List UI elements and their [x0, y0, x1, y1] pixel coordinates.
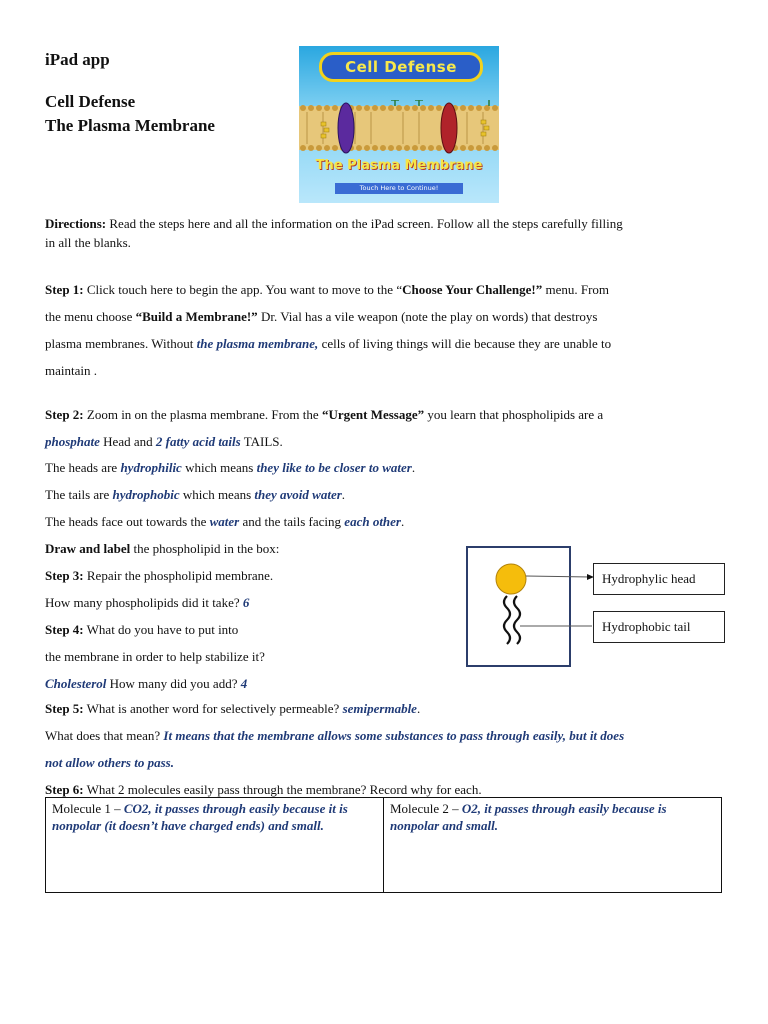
step5-answer2: It means that the membrane allows some substances to pass through easily, but it does — [163, 728, 625, 743]
step2-answer-tails: 2 fatty acid tails — [155, 434, 241, 449]
page-subtitle: The Plasma Membrane — [45, 116, 215, 135]
molecule-1-label: Molecule 1 – — [52, 801, 124, 816]
step1-text: Click touch here to begin the app. You want to move to the “ — [83, 282, 403, 297]
step1-line1 — [45, 282, 609, 298]
step3-line2 — [45, 595, 249, 611]
molecule-2-cell — [384, 798, 722, 893]
draw-text: the phospholipid in the box: — [130, 541, 280, 556]
step6-line — [45, 782, 482, 798]
step1-text4: plasma membranes. Without — [45, 336, 197, 351]
step4-question: How many did you add? — [106, 676, 241, 691]
step4-text2: the membrane in order to help stabilize it? — [45, 649, 265, 664]
step2-line2 — [45, 434, 283, 450]
step4-line2 — [45, 649, 265, 665]
face-text2: and the tails facing — [239, 514, 345, 529]
face-text: The heads face out towards the — [45, 514, 210, 529]
step2-answer-head: phosphate — [45, 434, 100, 449]
step5-line3 — [45, 755, 174, 771]
step1-text2: the menu choose — [45, 309, 136, 324]
step3-label: Step 3: — [45, 568, 84, 583]
step2-text2: you learn that phospholipids are a — [424, 407, 604, 422]
cell-defense-splash-image — [299, 46, 499, 203]
step2-text4: TAILS. — [240, 434, 283, 449]
step4-answer: Cholesterol — [45, 676, 107, 691]
step1-line4 — [45, 363, 97, 379]
splash-title: Cell Defense — [319, 52, 483, 82]
step3-line1 — [45, 568, 273, 584]
step5-answer: semipermable — [342, 701, 417, 716]
head-label-box: Hydrophylic head — [593, 563, 725, 595]
step1-text5: cells of living things will die because they are unable to — [318, 336, 612, 351]
step1-answer: the plasma membrane, — [196, 336, 319, 351]
phospholipid-diagram — [490, 560, 600, 660]
splash-subtitle: The Plasma Membrane — [315, 158, 483, 173]
step5-line1 — [45, 701, 420, 717]
phospholipid-tail-1 — [504, 596, 510, 644]
step1-line2 — [45, 309, 597, 325]
app-label: iPad app — [45, 50, 110, 69]
step5-end: . — [416, 701, 421, 716]
tails-end: . — [341, 487, 346, 502]
directions-label: Directions: — [45, 216, 107, 231]
tails-answer2: they avoid water — [254, 487, 342, 502]
draw-label: Draw and label — [45, 541, 131, 556]
step3-answer: 6 — [242, 595, 250, 610]
heads-answer: hydrophilic — [120, 460, 182, 475]
membrane-illustration — [299, 100, 499, 156]
step4-line3 — [45, 676, 247, 692]
step4-text: What do you have to put into — [83, 622, 239, 637]
step4-answer2: 4 — [240, 676, 248, 691]
step1-label: Step 1: — [45, 282, 84, 297]
step2-text: Zoom in on the plasma membrane. From the — [83, 407, 322, 422]
heads-text: The heads are — [45, 460, 121, 475]
directions — [45, 214, 623, 252]
splash-continue-button: Touch Here to Continue! — [335, 183, 463, 194]
step5-line2 — [45, 728, 624, 744]
step5-question: What does that mean? — [45, 728, 164, 743]
step1-menu-item: “Build a Membrane!” — [135, 309, 258, 324]
step1-text3: Dr. Vial has a vile weapon (note the play on words) that destroys — [257, 309, 598, 324]
directions-text: Read the steps here and all the information on the iPad screen. Follow all the steps carefully filling — [106, 216, 623, 231]
step6-text: What 2 molecules easily pass through the membrane? Record why for each. — [83, 782, 482, 797]
step3-text: Repair the phospholipid membrane. — [83, 568, 274, 583]
molecule-1-answer: CO2, it passes through easily because it is nonpolar (it doesn’t have charged ends) and small. — [52, 801, 348, 833]
step2-line1 — [45, 407, 603, 423]
step1-menu-name: Choose Your Challenge!” — [402, 282, 543, 297]
tails-text2: which means — [179, 487, 255, 502]
phospholipid-tail-2 — [514, 596, 520, 644]
step1-text6: maintain . — [45, 363, 97, 378]
step2-face-line — [45, 514, 404, 530]
tails-answer: hydrophobic — [112, 487, 180, 502]
face-answer: water — [209, 514, 240, 529]
step2-text3: Head and — [99, 434, 156, 449]
step4-line1 — [45, 622, 238, 638]
step5-answer3: not allow others to pass. — [45, 755, 174, 770]
heads-answer2: they like to be closer to water — [256, 460, 412, 475]
title-block — [45, 48, 215, 138]
step1-text-end: menu. From — [542, 282, 610, 297]
molecule-2-label: Molecule 2 – — [390, 801, 462, 816]
face-answer2: each other — [344, 514, 401, 529]
tail-label-box: Hydrophobic tail — [593, 611, 725, 643]
step2-tails-line — [45, 487, 345, 503]
directions-text-cont: in all the blanks. — [45, 235, 131, 250]
step6-label: Step 6: — [45, 782, 84, 797]
step5-label: Step 5: — [45, 701, 84, 716]
head-pointer-line — [526, 576, 590, 577]
page-title: Cell Defense — [45, 92, 136, 111]
step4-label: Step 4: — [45, 622, 84, 637]
step2-message-name: “Urgent Message” — [321, 407, 425, 422]
step3-question: How many phospholipids did it take? — [45, 595, 243, 610]
phospholipid-head — [496, 564, 526, 594]
step2-label: Step 2: — [45, 407, 84, 422]
molecule-1-cell — [46, 798, 384, 893]
face-end: . — [401, 514, 405, 529]
draw-instruction — [45, 541, 279, 557]
step1-line3 — [45, 336, 611, 352]
heads-end: . — [411, 460, 416, 475]
molecule-2-answer: O2, it passes through easily because is nonpolar and small. — [390, 801, 667, 833]
step2-heads-line — [45, 460, 415, 476]
step5-text: What is another word for selectively permeable? — [83, 701, 343, 716]
molecule-table — [45, 797, 722, 893]
heads-text2: which means — [181, 460, 257, 475]
tails-text: The tails are — [45, 487, 113, 502]
